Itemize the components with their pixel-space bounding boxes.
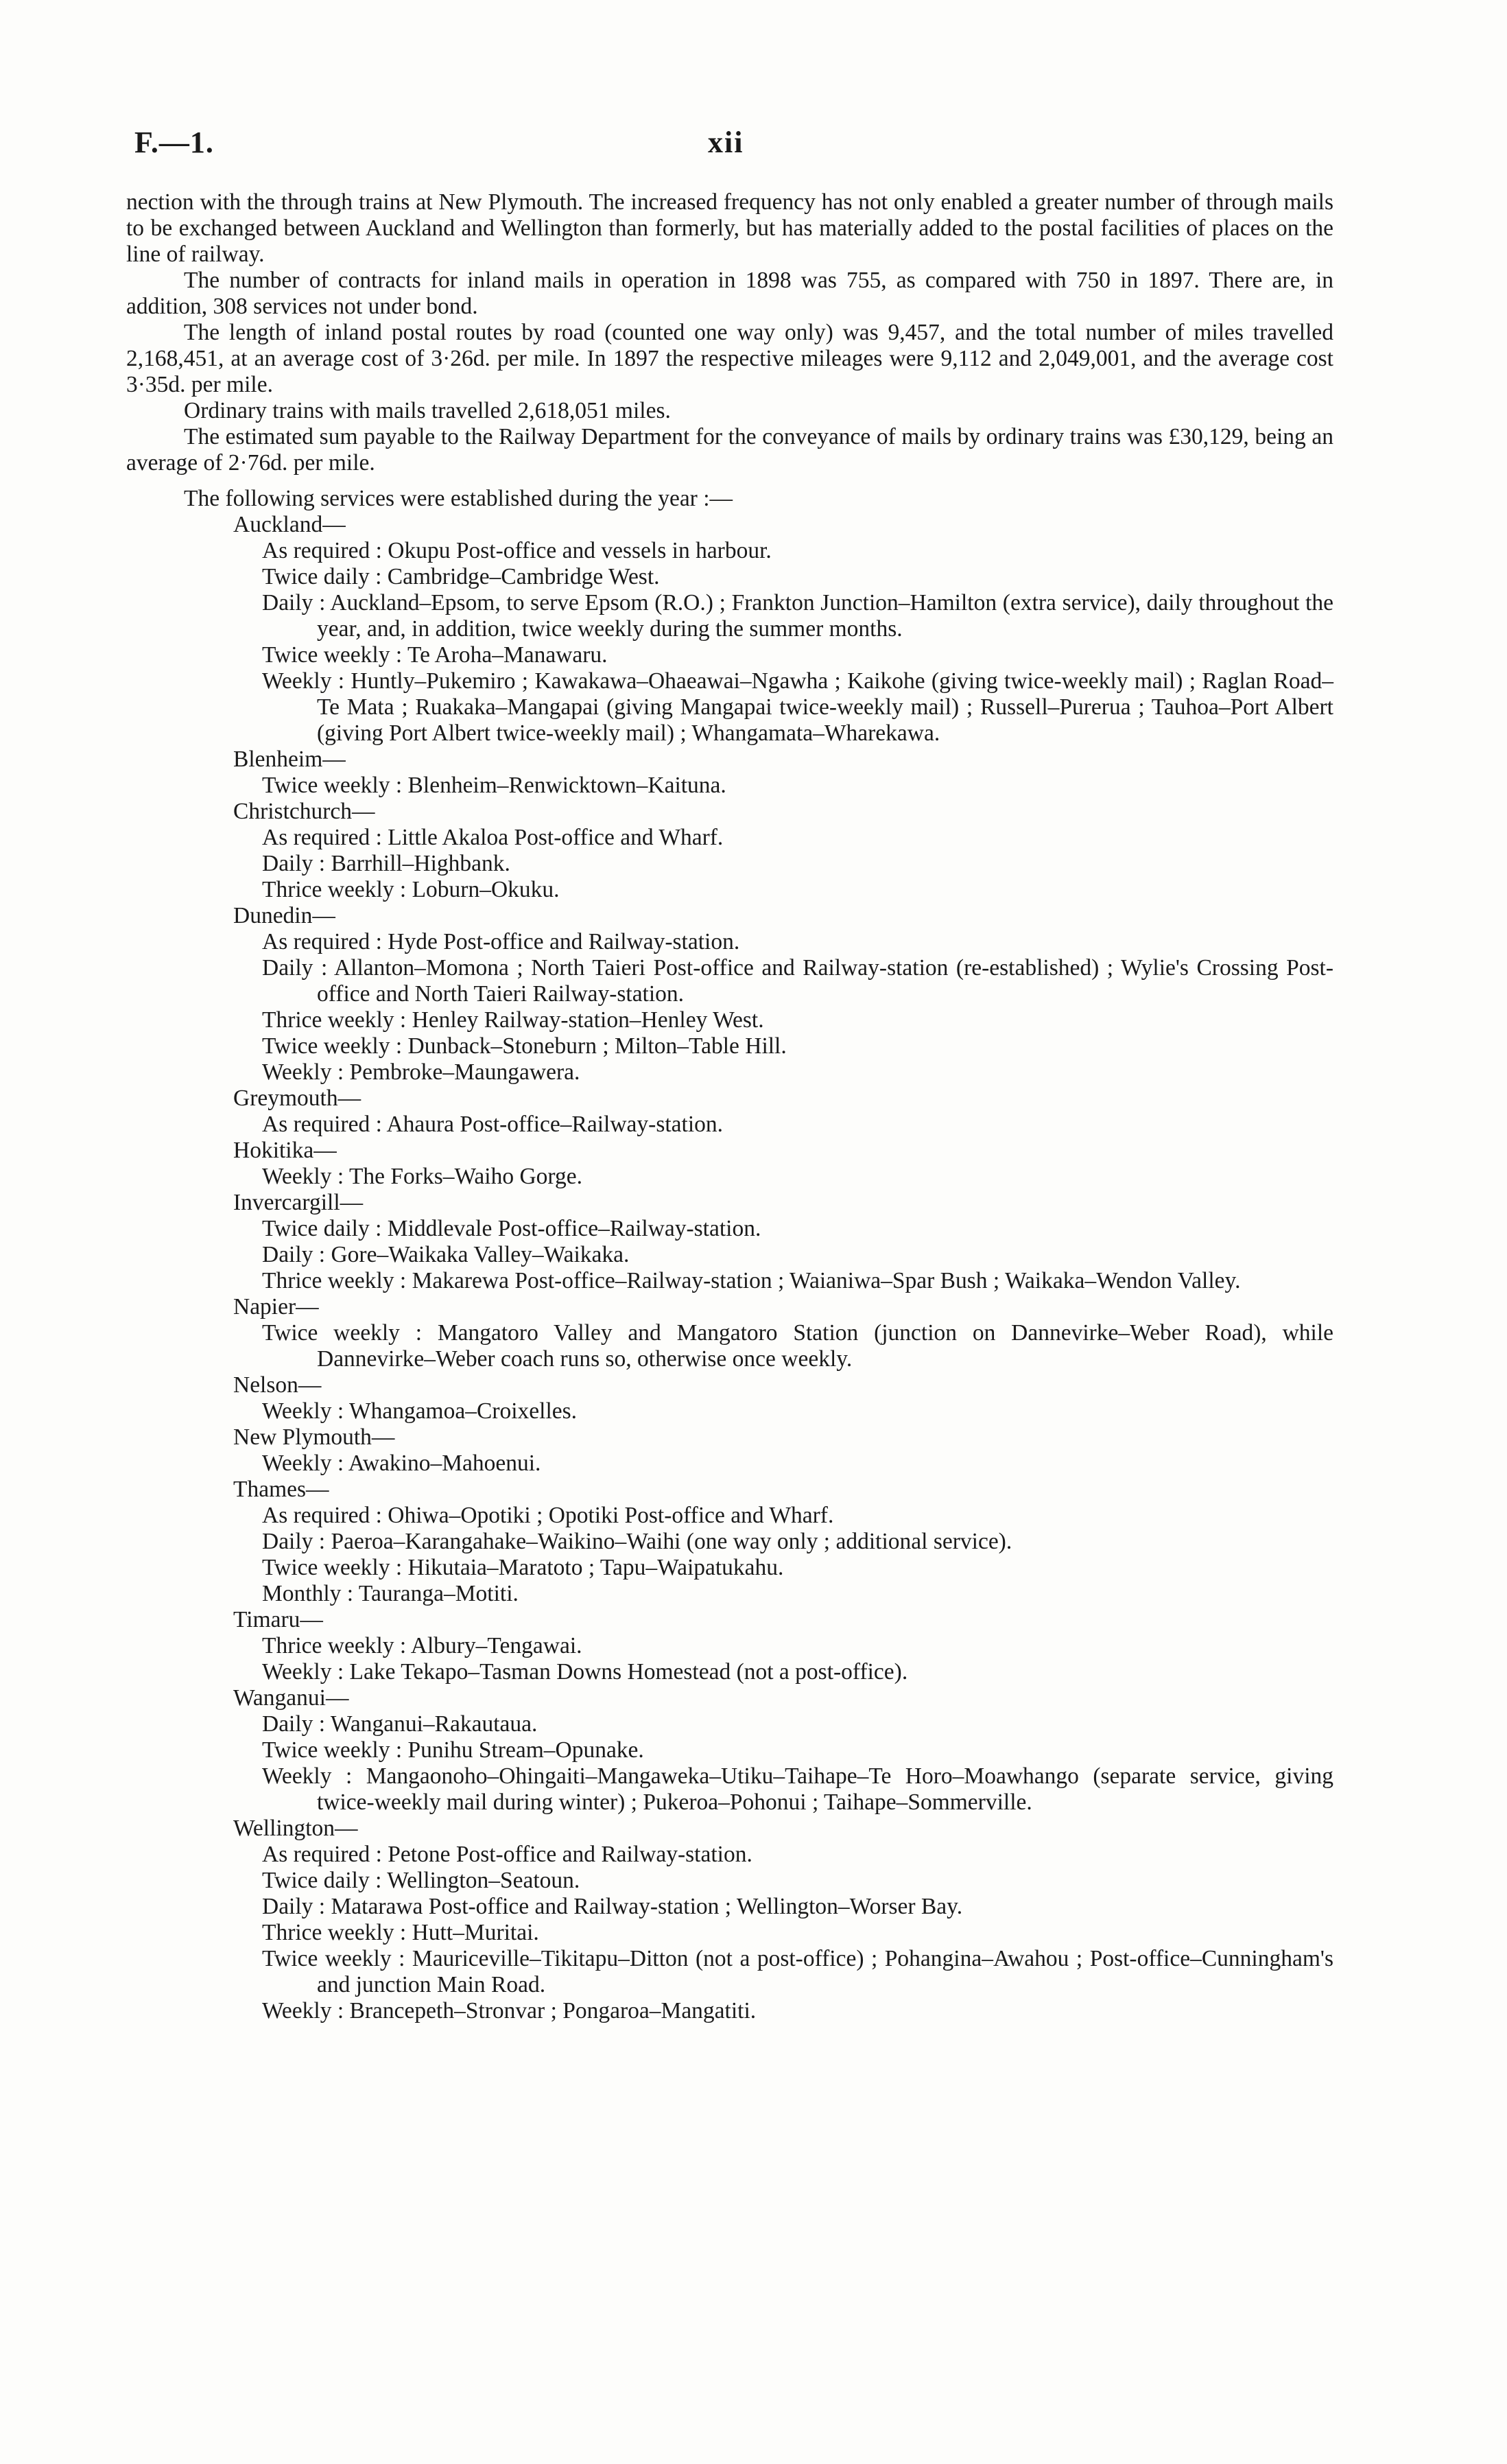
service-entry [233, 1998, 1333, 2024]
service-route: Blenheim–Renwicktown–Kaituna. [407, 773, 726, 798]
paragraph-railway-payment: The estimated sum payable to the Railway Department for the conveyance of mails by ordinary trains was £30,129, being an average of 2·76d. per mile. [126, 424, 1333, 476]
service-route: Middlevale Post-office–Railway-station. [387, 1216, 761, 1241]
service-frequency: As required : [262, 1842, 382, 1867]
service-route: Te Aroha–Manawaru. [407, 642, 608, 668]
service-frequency: Weekly : [262, 1164, 344, 1189]
district-block [126, 1477, 1333, 1607]
service-route: Wellington–Seatoun. [387, 1868, 580, 1893]
service-frequency: Weekly : [262, 1998, 344, 2023]
service-frequency: Twice weekly : [262, 1320, 423, 1346]
district-name: Wellington— [233, 1816, 358, 1841]
district-block [126, 1816, 1333, 2024]
district-block [126, 1138, 1333, 1190]
service-route: Hyde Post-office and Railway-station. [388, 929, 740, 954]
service-frequency: As required : [262, 1112, 382, 1137]
service-frequency: As required : [262, 538, 382, 563]
service-entry [233, 1659, 1333, 1685]
service-route: Loburn–Okuku. [412, 877, 560, 902]
service-route: The Forks–Waiho Gorge. [348, 1164, 582, 1189]
service-route: Whangamoa–Croixelles. [348, 1398, 578, 1424]
service-entry [233, 1581, 1333, 1607]
district-block [126, 1190, 1333, 1294]
service-route: Allanton–Momona ; North Taieri Post-office and Railway-station (re-established) ; Wylie's Crossing Post-office and North Taieri Railway-station. [317, 955, 1334, 1007]
service-entry [233, 1451, 1333, 1477]
district-block [126, 512, 1333, 747]
district-name: Wanganui— [233, 1685, 349, 1711]
service-entry [233, 564, 1333, 590]
service-frequency: Weekly : [262, 1398, 344, 1424]
service-entry [233, 1007, 1333, 1033]
service-entry [233, 851, 1333, 877]
service-frequency: Weekly : [262, 1451, 344, 1476]
service-route: Albury–Tengawai. [410, 1633, 582, 1658]
service-frequency: Weekly : [262, 668, 345, 694]
service-entry [233, 877, 1333, 903]
service-entry [233, 1737, 1333, 1763]
service-entry [233, 642, 1333, 668]
service-entry [233, 1059, 1333, 1086]
paragraph-trains: Ordinary trains with mails travelled 2,618,051 miles. [184, 398, 671, 423]
service-frequency: Weekly : [262, 1059, 344, 1085]
district-name: Napier— [233, 1294, 319, 1319]
service-frequency: Twice weekly : [262, 642, 403, 668]
service-frequency: Thrice weekly : [262, 877, 407, 902]
service-frequency: Daily : [262, 1711, 326, 1737]
service-route: Punihu Stream–Opunake. [407, 1737, 644, 1763]
page-header [134, 125, 1335, 166]
document-code: F.—1. [134, 126, 214, 159]
service-entry [233, 929, 1333, 955]
service-entry [233, 955, 1333, 1007]
service-route: Ahaura Post-office–Railway-station. [386, 1112, 724, 1137]
paragraph-contracts: The number of contracts for inland mails in operation in 1898 was 755, as compared with 750 in 1897. There are, in addition, 308 services not under bond. [126, 268, 1333, 319]
service-entry [233, 1763, 1333, 1816]
service-frequency: As required : [262, 825, 382, 850]
district-name: Timaru— [233, 1607, 323, 1632]
service-route: Cambridge–Cambridge West. [387, 564, 660, 589]
service-route: Tauranga–Motiti. [358, 1581, 519, 1606]
service-frequency: Twice weekly : [262, 773, 403, 798]
paragraph-continuation: nection with the through trains at New Plymouth. The increased frequency has not only enabled a greater number of through mails to be exchanged between Auckland and Wellington than formerly, but has materially added to the postal facilities of places on the line of railway. [126, 189, 1333, 267]
service-entry [233, 590, 1333, 642]
service-frequency: Daily : [262, 955, 328, 981]
service-frequency: Twice weekly : [262, 1946, 405, 1971]
service-entry [233, 1398, 1333, 1424]
service-frequency: Twice weekly : [262, 1033, 403, 1059]
service-frequency: Weekly : [262, 1659, 344, 1685]
service-entry [233, 1268, 1333, 1294]
service-route: Hikutaia–Maratoto ; Tapu–Waipatukahu. [407, 1555, 784, 1580]
district-name: Christchurch— [233, 799, 375, 824]
service-frequency: Weekly : [262, 1763, 353, 1789]
services-intro: The following services were established during the year :— [184, 486, 733, 511]
service-route: Pembroke–Maungawera. [349, 1059, 580, 1085]
service-entry [233, 825, 1333, 851]
service-route: Barrhill–Highbank. [331, 851, 510, 876]
service-entry [233, 1868, 1333, 1894]
service-frequency: Daily : [262, 851, 326, 876]
district-name: Thames— [233, 1477, 329, 1502]
service-entry [233, 1503, 1333, 1529]
service-entry [233, 1555, 1333, 1581]
service-frequency: Thrice weekly : [262, 1920, 407, 1945]
district-block [126, 1685, 1333, 1816]
body-text [126, 189, 1333, 2024]
service-entry [233, 668, 1333, 747]
service-entry [233, 773, 1333, 799]
service-frequency: Twice daily : [262, 1868, 382, 1893]
service-frequency: Thrice weekly : [262, 1633, 407, 1658]
service-frequency: Twice daily : [262, 1216, 382, 1241]
service-route: Lake Tekapo–Tasman Downs Homestead (not a post-office). [349, 1659, 908, 1685]
service-frequency: Daily : [262, 1894, 326, 1919]
district-name: New Plymouth— [233, 1424, 395, 1450]
service-frequency: Daily : [262, 1529, 326, 1554]
service-route: Paeroa–Karangahake–Waikino–Waihi (one way only ; additional service). [331, 1529, 1012, 1554]
service-route: Mangaonoho–Ohingaiti–Mangaweka–Utiku–Taihape–Te Horo–Moawhango (separate service, giving twice-weekly mail during winter) ; Pukeroa–Pohonui ; Taihape–Sommerville. [317, 1763, 1334, 1815]
district-block [126, 1294, 1333, 1372]
district-block [126, 799, 1333, 903]
district-name: Hokitika— [233, 1138, 337, 1163]
district-name: Invercargill— [233, 1190, 364, 1215]
district-name: Greymouth— [233, 1086, 361, 1111]
district-block [126, 1424, 1333, 1477]
service-frequency: Twice weekly : [262, 1737, 403, 1763]
service-route: Gore–Waikaka Valley–Waikaka. [331, 1242, 630, 1267]
service-entry [233, 1711, 1333, 1737]
service-frequency: Thrice weekly : [262, 1007, 407, 1033]
district-block [126, 1372, 1333, 1424]
service-frequency: Monthly : [262, 1581, 354, 1606]
district-name: Blenheim— [233, 747, 346, 772]
service-route: Makarewa Post-office–Railway-station ; Waianiwa–Spar Bush ; Waikaka–Wendon Valley. [412, 1268, 1241, 1293]
page-number: xii [708, 126, 744, 159]
district-block [126, 747, 1333, 799]
paragraph-routes: The length of inland postal routes by road (counted one way only) was 9,457, and the total number of miles travelled 2,168,451, at an average cost of 3·26d. per mile. In 1897 the respective mileages were 9,112 and 2,049,001, and the average cost 3·35d. per mile. [126, 320, 1333, 397]
service-entry [233, 1216, 1333, 1242]
service-entry [233, 1946, 1333, 1998]
service-route: Brancepeth–Stronvar ; Pongaroa–Mangatiti. [349, 1998, 757, 2023]
district-block [126, 1086, 1333, 1138]
service-route: Okupu Post-office and vessels in harbour. [388, 538, 772, 563]
service-entry [233, 1242, 1333, 1268]
service-route: Mauriceville–Tikitapu–Ditton (not a post-office) ; Pohangina–Awahou ; Post-office–Cunningham's and junction Main Road. [317, 1946, 1333, 1997]
service-route: Auckland–Epsom, to serve Epsom (R.O.) ; Frankton Junction–Hamilton (extra service), daily throughout the year, and, in addition, twice weekly during the summer months. [317, 590, 1334, 642]
service-frequency: Thrice weekly : [262, 1268, 407, 1293]
service-frequency: As required : [262, 1503, 382, 1528]
service-route: Dunback–Stoneburn ; Milton–Table Hill. [407, 1033, 787, 1059]
district-block [126, 903, 1333, 1086]
district-name: Dunedin— [233, 903, 335, 928]
service-route: Matarawa Post-office and Railway-station ; Wellington–Worser Bay. [331, 1894, 963, 1919]
service-entry [233, 1529, 1333, 1555]
service-frequency: Twice daily : [262, 564, 382, 589]
service-route: Mangatoro Valley and Mangatoro Station (junction on Dannevirke–Weber Road), while Dannevirke–Weber coach runs so, otherwise once weekly. [317, 1320, 1333, 1372]
district-name: Auckland— [233, 512, 346, 537]
service-entry [233, 1894, 1333, 1920]
service-entry [233, 1633, 1333, 1659]
service-entry [233, 1320, 1333, 1372]
service-entry [233, 1920, 1333, 1946]
service-route: Huntly–Pukemiro ; Kawakawa–Ohaeawai–Ngawha ; Kaikohe (giving twice-weekly mail) ; Raglan Road–Te Mata ; Ruakaka–Mangapai (giving Mangapai twice-weekly mail) ; Russell–Purerua ; Tauhoa–Port Albert (giving Port Albert twice-weekly mail) ; Whangamata–Wharekawa. [317, 668, 1334, 746]
service-entry [233, 538, 1333, 564]
service-entry [233, 1842, 1333, 1868]
district-name: Nelson— [233, 1372, 322, 1398]
service-frequency: Daily : [262, 590, 326, 615]
service-route: Ohiwa–Opotiki ; Opotiki Post-office and Wharf. [388, 1503, 834, 1528]
service-entry [233, 1033, 1333, 1059]
service-route: Henley Railway-station–Henley West. [412, 1007, 764, 1033]
services-list [126, 512, 1333, 2024]
district-block [126, 1607, 1333, 1685]
service-frequency: Daily : [262, 1242, 326, 1267]
service-entry [233, 1112, 1333, 1138]
service-route: Awakino–Mahoenui. [348, 1451, 541, 1476]
service-frequency: As required : [262, 929, 382, 954]
service-route: Petone Post-office and Railway-station. [388, 1842, 752, 1867]
service-route: Hutt–Muritai. [412, 1920, 539, 1945]
service-route: Wanganui–Rakautaua. [330, 1711, 538, 1737]
service-route: Little Akaloa Post-office and Wharf. [388, 825, 724, 850]
service-frequency: Twice weekly : [262, 1555, 403, 1580]
service-entry [233, 1164, 1333, 1190]
